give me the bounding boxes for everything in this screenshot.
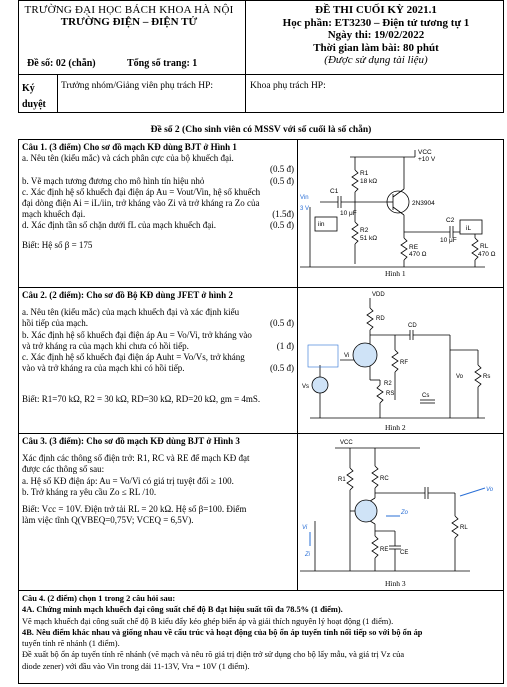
figure-2-caption: Hình 2	[385, 423, 406, 432]
q1-text	[22, 142, 294, 251]
q4-a: 4A. Chứng minh mạch khuếch đại công suất chế độ B đạt hiệu suất tối đa 78.5% (1 điểm).	[22, 605, 343, 615]
fig2-rs-load-label: Rs	[483, 374, 491, 380]
q2-b-points: (1 đ)	[276, 340, 294, 351]
fig3-vo-label: Vo	[486, 487, 494, 493]
q4-b2: tuyến tính rẽ nhánh (1 điểm).	[22, 639, 120, 649]
total-pages: Tổng số trang: 1	[127, 58, 198, 69]
q2-c2: vào và trở kháng ra của mạch khi có hồi tiếp.	[22, 363, 185, 374]
fig2-cd-label: CD	[408, 323, 417, 329]
fig1-vcc-value: +10 V	[418, 156, 436, 163]
fig3-zo-label: Zo	[401, 510, 409, 516]
q2-title: Câu 2. (2 điểm): Cho sơ đồ Bộ KĐ dùng JFET ở hình 2	[22, 290, 233, 300]
exam-code: Đề số: 02 (chẵn)	[27, 58, 96, 69]
fig1-r2-value: 51 kΩ	[360, 235, 378, 242]
fig3-vi-label: Vi	[302, 525, 308, 531]
exam-duration: Thời gian làm bài: 80 phút	[313, 41, 439, 54]
fig1-rl-value: 470 Ω	[478, 251, 496, 258]
q4-b1: 4B. Nêu điểm khác nhau và giống nhau về cấu trúc và hoạt động của bộ ổn áp tuyến tính nối tiếp so với bộ ổn áp	[22, 627, 423, 637]
fig2-highlight	[308, 345, 338, 367]
fig1-il-label: iL	[466, 225, 472, 232]
fig1-r1-value: 18 kΩ	[360, 178, 378, 185]
q1-d-row	[22, 220, 294, 231]
group-lead-label: Trưởng nhóm/Giảng viên phụ trách HP:	[61, 81, 214, 91]
q1-d-points: (0.5 đ)	[270, 220, 294, 231]
fig2-jfet	[353, 343, 377, 367]
course-name: Học phần: ET3230 – Điện tử tương tự 1	[282, 16, 470, 29]
q2-b-row	[22, 341, 294, 352]
materials-note: (Được sử dụng tài liệu)	[324, 54, 428, 66]
figure-1-circuit	[300, 142, 500, 277]
fig1-c1-value: 10 μF	[340, 210, 357, 217]
q3-intro1: Xác định các thông số điện trở: R1, RC và RE để mạch KĐ đạt	[22, 453, 250, 464]
q3-text	[22, 436, 294, 526]
exam-date: Ngày thi: 19/02/2022	[327, 29, 425, 41]
q1-given: Biết: Hệ số β = 175	[22, 239, 93, 250]
q2-text	[22, 290, 294, 406]
q2-c1: c. Xác định hệ số khuếch đại điện áp Auht = Vo/Vs, trở kháng	[22, 352, 245, 363]
q1-c-points: (1.5đ)	[272, 209, 294, 220]
fig2-vs-label: Vs	[302, 384, 310, 390]
fig1-r1-label: R1	[360, 170, 369, 177]
fig2-source	[312, 377, 328, 393]
q2-bottom	[18, 433, 504, 434]
q2-b2: và trở kháng ra của mạch khi chưa có hồi tiếp.	[22, 340, 189, 351]
approval-label: Ký duyệt	[22, 83, 46, 110]
fig2-rs-label: RS	[386, 391, 395, 397]
fig1-rl-label: RL	[480, 243, 489, 250]
fig3-vcc-label: VCC	[340, 440, 353, 446]
fig2-rf-label: RF	[400, 360, 408, 366]
figure-3-caption: Hình 3	[385, 579, 406, 588]
q2-a-points: (0.5 đ)	[270, 318, 294, 329]
header-left	[20, 4, 238, 28]
fig1-re-label: RE	[409, 244, 419, 251]
fig3-rl-label: RL	[460, 525, 468, 531]
q1-c3: mạch khuếch đại.	[22, 209, 86, 220]
q1-a: a. Nêu tên (kiểu mắc) và cách phân cực của bộ khuếch đại.	[22, 153, 234, 164]
fig3-re-label: RE	[380, 547, 389, 553]
q3-a: a. Hệ số KĐ điện áp: Au = Vo/Vi có giá trị tuyệt đối ≥ 100.	[22, 475, 234, 486]
university-name: TRƯỜNG ĐẠI HỌC BÁCH KHOA HÀ NỘI	[24, 4, 234, 16]
fig1-re-value: 470 Ω	[409, 251, 427, 258]
fig2-r2-label: R2	[384, 381, 392, 387]
q1-bottom	[18, 287, 504, 288]
q1-b-row	[22, 176, 294, 187]
q4-a2: Vẽ mạch khuếch đại công suất chế độ B kiểu đẩy kéo ghép biến áp và giải thích nguyên lý hoạt động (1 điểm).	[22, 616, 394, 626]
fig2-vi-label: Vi	[344, 353, 350, 359]
q3-given1: Biết: Vcc = 10V. Điện trở tải RL = 20 kΩ. Hệ số β=100. Điểm	[22, 504, 247, 515]
q4-b3: Đề xuất bộ ổn áp tuyến tính rẽ nhánh (vẽ mạch và nêu rõ giá trị điện trở sử dụng cho bộ lấy mẫu, và giá trị Vz của	[22, 650, 405, 660]
fig2-cs-label: Cs	[422, 393, 430, 399]
q3-bottom	[18, 590, 504, 591]
q3-b: b. Trở kháng ra yêu cầu Zo ≤ RL /10.	[22, 486, 157, 497]
fig1-vin-label: Vin	[300, 195, 309, 201]
q1-a-points: (0.5 đ)	[270, 164, 294, 175]
fig1-c2-label: C2	[446, 217, 455, 224]
fig3-zi-label: Zi	[305, 552, 310, 558]
q2-c-row	[22, 363, 294, 374]
exam-title: ĐỀ THI CUỐI KỲ 2021.1	[315, 4, 437, 16]
fig3-rc-label: RC	[380, 476, 389, 482]
dept-head-label: Khoa phụ trách HP:	[250, 81, 326, 91]
fig3-ce-label: CE	[400, 550, 409, 556]
fig1-c1-label: C1	[330, 188, 339, 195]
fig3-vo-arrow	[460, 488, 485, 496]
fig1-vin-amplitude: 3 V	[300, 206, 310, 212]
q1-d: d. Xác định tần số chặn dưới fL của mạch khuếch đại.	[22, 220, 216, 231]
q1-c2: đại dòng điện Ai = iL/iin, trở kháng vào Zi và trở kháng ra Zo của	[22, 198, 260, 209]
q1-c-row	[22, 209, 294, 220]
fig2-vdd-label: VDD	[372, 292, 385, 298]
approval-divider-1	[57, 75, 58, 113]
q2-b1: b. Xác định hệ số khuếch đại điện áp Au = Vo/Vi, trở kháng vào	[22, 329, 252, 340]
q2-a1: a. Nêu tên (kiểu mắc) của mạch khuếch đại và xác định kiểu	[22, 307, 240, 318]
fig2-vo-label: Vo	[456, 374, 464, 380]
q1-b: b. Vẽ mạch tương đương cho mô hình tín hiệu nhỏ	[22, 175, 205, 186]
q2-a2: hồi tiếp của mạch.	[22, 318, 88, 329]
header-right	[248, 4, 504, 67]
fig1-r2-label: R2	[360, 227, 369, 234]
fig1-c2-value: 10 μF	[440, 237, 457, 244]
fig3-r1-label: R1	[338, 477, 346, 483]
exam-variant-note: Đề số 2 (Cho sinh viên có MSSV với số cuối là số chẵn)	[150, 125, 372, 135]
fig1-iin-label: iin	[318, 221, 325, 228]
figure-3-circuit	[300, 436, 500, 588]
fig2-rd-label: RD	[376, 316, 385, 322]
figure-column-divider	[297, 139, 298, 590]
fig1-vcc-label: VCC	[418, 149, 432, 156]
header-divider	[245, 0, 246, 75]
q4-b4: diode zener) với đầu vào Vin trong dải 11-13V, Vra = 10V (1 điểm).	[22, 661, 250, 671]
q4-title: Câu 4. (2 điểm) chọn 1 trong 2 câu hỏi sau:	[22, 594, 176, 603]
q1-b-points: (0.5 đ)	[270, 175, 294, 186]
fig1-transistor-label: 2N3904	[412, 200, 435, 207]
q3-intro2: được các thông số sau:	[22, 464, 105, 475]
q4-text	[22, 593, 502, 672]
q2-given: Biết: R1=70 kΩ, R2 = 30 kΩ, RD=30 kΩ, RD=20 kΩ, gm = 4mS.	[22, 394, 261, 405]
figure-1-caption: Hình 1	[385, 269, 406, 277]
fig3-bjt	[355, 500, 377, 522]
q1-title: Câu 1. (3 điểm) Cho sơ đồ mạch KĐ dùng BJT ở Hình 1	[22, 142, 237, 152]
q3-title: Câu 3. (3 điểm): Cho sơ đồ mạch KĐ dùng BJT ở Hình 3	[22, 436, 240, 446]
q3-given2: làm việc tĩnh Q(VBEQ=0,75V; VCEQ = 6,5V).	[22, 515, 194, 526]
q1-c1: c. Xác định hệ số khuếch đại điện áp Au = Vout/Vin, hệ số khuếch	[22, 186, 261, 197]
school-name: TRƯỜNG ĐIỆN – ĐIỆN TỬ	[60, 16, 198, 28]
figure-2-circuit	[300, 290, 500, 432]
q2-c-points: (0.5 đ)	[270, 363, 294, 374]
approval-divider-2	[245, 75, 246, 113]
q2-a-row	[22, 318, 294, 329]
